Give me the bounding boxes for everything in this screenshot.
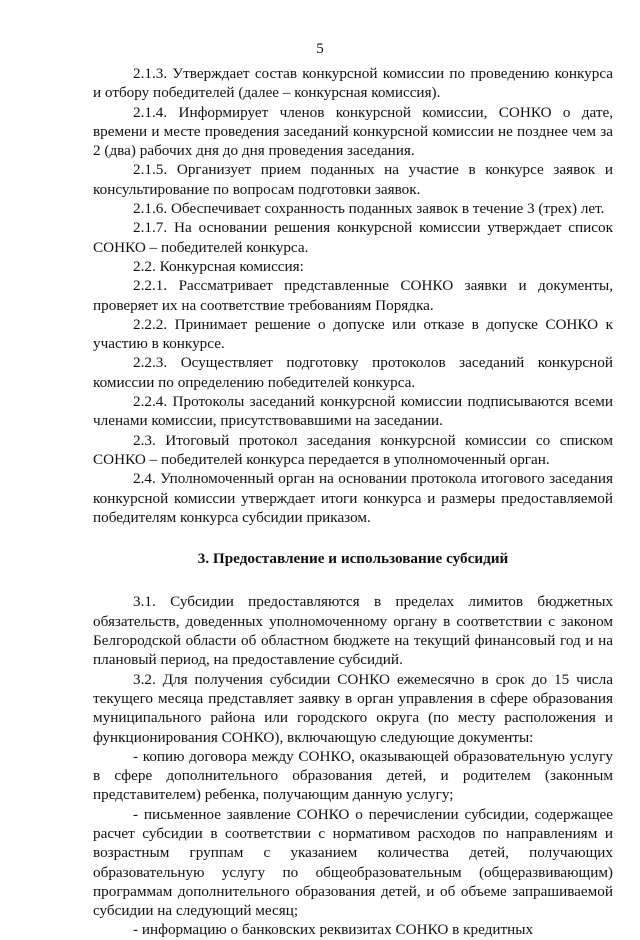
paragraph-2-1-4: 2.1.4. Информирует членов конкурсной комиссии, СОНКО о дате, времени и месте проведения заседаний конкурсной комиссии не позднее чем за 2 (два) рабочих дня до дня проведения заседания. <box>93 103 613 160</box>
paragraph-3-2: 3.2. Для получения субсидии СОНКО ежемесячно в срок до 15 числа текущего месяца представляет заявку в орган управления в сфере образования муниципального района или городского округа (по месту расположения и функционирования СОНКО), включающую следующие документы: <box>93 670 613 746</box>
paragraph-2-2-3: 2.2.3. Осуществляет подготовку протоколов заседаний конкурсной комиссии по определению победителей конкурса. <box>93 354 613 391</box>
paragraph-2-4: 2.4. Уполномоченный орган на основании протокола итогового заседания конкурсной комиссии утверждает итоги конкурса и размеры предоставляемой победителям конкурса субсидии приказом. <box>93 470 613 526</box>
page-number: 5 <box>316 41 324 57</box>
paragraph-2-3: 2.3. Итоговый протокол заседания конкурсной комиссии со списком СОНКО – победителей конкурса передается в уполномоченный орган. <box>93 431 613 468</box>
paragraph-2-1-6: 2.1.6. Обеспечивает сохранность поданных заявок в течение 3 (трех) лет. <box>133 200 605 218</box>
list-item-written-application: - письменное заявление СОНКО о перечислении субсидии, содержащее расчет субсидии в соответствии с нормативом расходов по направлениям и возрастным группам с указанием количества детей, получающих образовательную услугу по общеобразовательным (общеразвивающим) программам дополнительного образования детей, и об объеме запрашиваемой субсидии на следующий месяц; <box>93 805 613 920</box>
paragraph-2-2-4: 2.2.4. Протоколы заседаний конкурсной комиссии подписываются всеми членами комиссии, присутствовавшими на заседании. <box>93 393 613 430</box>
paragraph-3-1: 3.1. Субсидии предоставляются в пределах лимитов бюджетных обязательств, доведенных уполномоченному органу в соответствии с законом Белгородской области об областном бюджете на текущий финансовый год и на плановый период, на предоставление субсидий. <box>93 593 613 669</box>
paragraph-2-1-3: 2.1.3. Утверждает состав конкурсной комиссии по проведению конкурса и отбору победителей (далее – конкурсная комиссия). <box>93 65 613 102</box>
paragraph-2-1-5: 2.1.5. Организует прием поданных на участие в конкурсе заявок и консультирование по вопросам подготовки заявок. <box>93 161 613 198</box>
paragraph-2-2-2: 2.2.2. Принимает решение о допуске или отказе в допуске СОНКО к участию в конкурсе. <box>93 315 613 353</box>
paragraph-2-2-1: 2.2.1. Рассматривает представленные СОНКО заявки и документы, проверяет их на соответствие требованиям Порядка. <box>93 277 613 314</box>
paragraph-2-1-7: 2.1.7. На основании решения конкурсной комиссии утверждает список СОНКО – победителей конкурса. <box>93 219 613 256</box>
list-item-contract-copy: - копию договора между СОНКО, оказывающей образовательную услугу в сфере дополнительного образования детей, и родителем (законным представителем) ребенка, получающим данную услугу; <box>93 747 613 804</box>
section-heading: 3. Предоставление и использование субсидий <box>197 550 509 568</box>
paragraph-2-2: 2.2. Конкурсная комиссия: <box>133 257 304 275</box>
list-item-bank-details: - информацию о банковских реквизитах СОНКО в кредитных <box>133 921 534 939</box>
document-body <box>93 64 613 940</box>
